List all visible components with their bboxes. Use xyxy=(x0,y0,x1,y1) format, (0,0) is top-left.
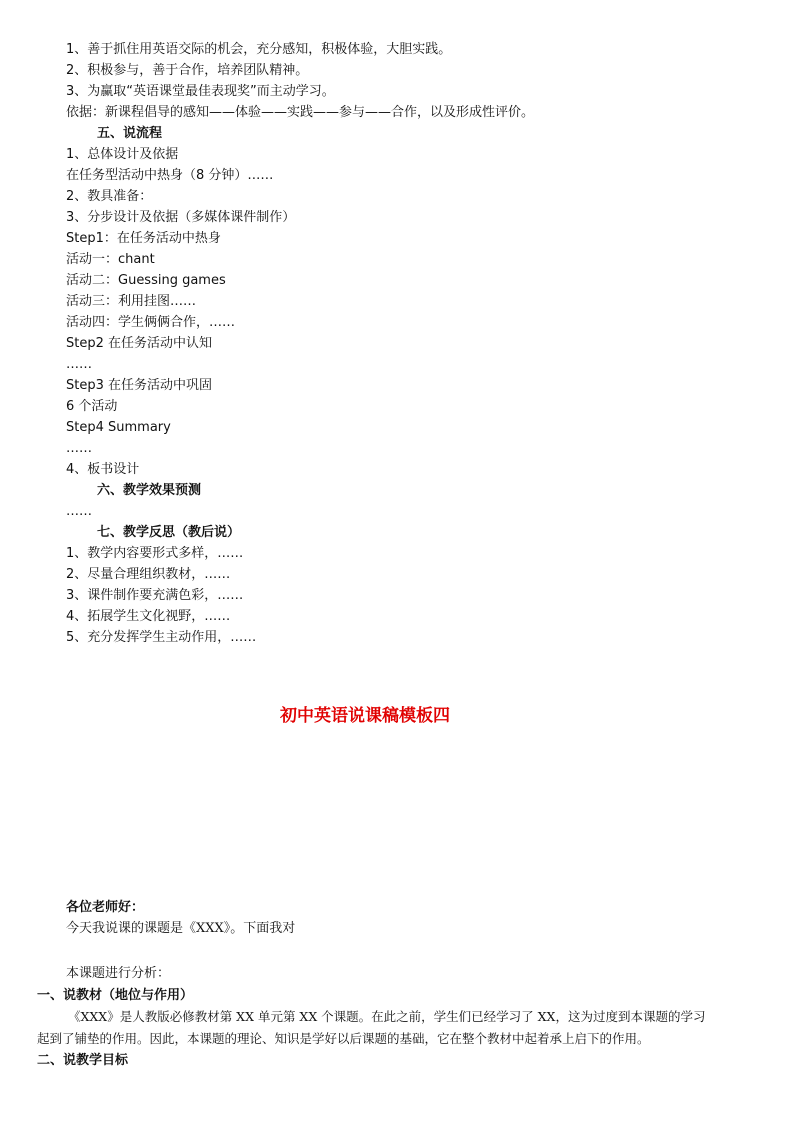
intro-line: 本课题进行分析： xyxy=(66,966,171,981)
text-line: 6 个活动 xyxy=(66,399,118,414)
section-heading: 五、说流程 xyxy=(97,126,163,141)
text-line: 活动四：学生俩俩合作，…… xyxy=(66,315,236,330)
section-heading: 七、教学反思（教后说） xyxy=(97,525,241,540)
text-line: 活动三：利用挂图…… xyxy=(66,294,197,309)
text-line: 3、课件制作要充满色彩，…… xyxy=(66,588,244,603)
section-heading: 六、教学效果预测 xyxy=(97,483,202,498)
paragraph-line: 起到了铺垫的作用。因此，本课题的理论、知识是学好以后课题的基础，它在整个教材中起着承上启下的作用。 xyxy=(37,1031,650,1046)
paragraph-line: 《XXX》是人教版必修教材第 XX 单元第 XX 个课题。在此之前，学生们已经学习了 XX，这为过度到本课题的学习 xyxy=(68,1009,706,1024)
text-line: 活动二：Guessing games xyxy=(66,273,226,288)
text-line: 1、教学内容要形式多样，…… xyxy=(66,546,244,561)
text-line: 活动一：chant xyxy=(66,252,155,267)
text-line: 2、教具准备： xyxy=(66,189,153,204)
document-title: 初中英语说课稿模板四 xyxy=(280,706,450,726)
text-line: …… xyxy=(66,357,92,372)
greeting: 各位老师好： xyxy=(66,900,145,915)
text-line: Step1：在任务活动中热身 xyxy=(66,231,221,246)
text-line: 在任务型活动中热身（8 分钟）…… xyxy=(66,168,274,183)
text-line: 1、总体设计及依据 xyxy=(66,147,179,162)
text-line: 1、善于抓住用英语交际的机会，充分感知，积极体验，大胆实践。 xyxy=(66,42,452,57)
text-line: 4、拓展学生文化视野，…… xyxy=(66,609,231,624)
text-line: …… xyxy=(66,441,92,456)
text-line: Step2 在任务活动中认知 xyxy=(66,336,213,351)
part-heading: 二、说教学目标 xyxy=(37,1053,129,1068)
text-line: 2、积极参与，善于合作，培养团队精神。 xyxy=(66,63,309,78)
text-line: 2、尽量合理组织教材，…… xyxy=(66,567,231,582)
text-line: 依据：新课程倡导的感知——体验——实践——参与——合作，以及形成性评价。 xyxy=(66,105,535,120)
text-line: …… xyxy=(66,504,92,519)
text-line: 4、板书设计 xyxy=(66,462,140,477)
text-line: Step4 Summary xyxy=(66,420,171,435)
text-line: 3、为赢取“英语课堂最佳表现奖”而主动学习。 xyxy=(66,84,335,99)
text-line: 5、充分发挥学生主动作用，…… xyxy=(66,630,257,645)
text-line: 3、分步设计及依据（多媒体课件制作） xyxy=(66,210,296,225)
part-heading: 一、说教材（地位与作用） xyxy=(37,988,194,1003)
intro-line: 今天我说课的课题是《XXX》。下面我对 xyxy=(66,921,296,936)
text-line: Step3 在任务活动中巩固 xyxy=(66,378,213,393)
